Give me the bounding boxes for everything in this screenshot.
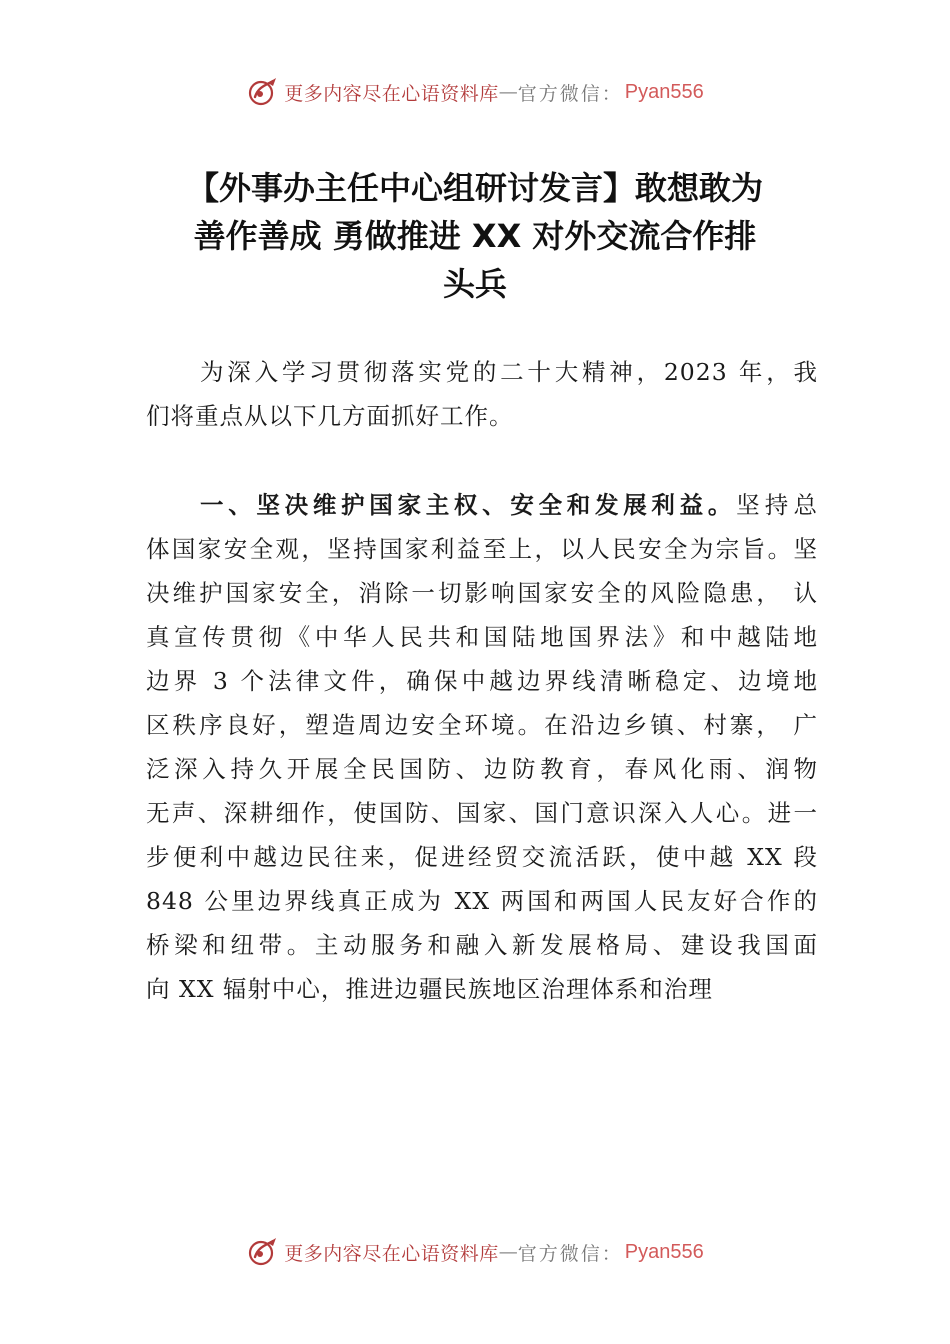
text-line: [146, 483, 818, 527]
text-line: 泛深入持久开展全民国防、边防教育，春风化雨、润物: [146, 755, 818, 783]
section-1-first-tail: 坚持总: [736, 491, 819, 519]
text-line: 们将重点从以下几方面抓好工作。: [146, 402, 514, 430]
banner-official-label: 官方微信：: [517, 1242, 623, 1265]
banner-brand-text: 更多内容尽在心语资料库: [284, 1242, 499, 1265]
section-1-heading: 一、坚决维护国家主权、安全和发展利益。: [200, 491, 737, 519]
banner-official-label: 官方微信：: [517, 82, 623, 105]
text-line: 为深入学习贯彻落实党的二十大精神，2023 年，我: [200, 358, 818, 386]
text-line: 区秩序良好，塑造周边安全环境。在沿边乡镇、村寨， 广: [146, 711, 818, 739]
title-line: 善作善成 勇做推进 XX 对外交流合作排: [193, 217, 757, 255]
brand-logo-icon: [246, 75, 280, 109]
text-line: 步便利中越边民往来，促进经贸交流活跃，使中越 XX 段: [146, 843, 818, 871]
text-line: 向 XX 辐射中心，推进边疆民族地区治理体系和治理: [146, 975, 713, 1003]
banner-separator: —: [498, 1241, 518, 1263]
section-1-paragraph: [146, 483, 818, 1011]
banner-wechat-id: Pyan556: [624, 80, 704, 103]
text-line: 体国家安全观，坚持国家利益至上，以人民安全为宗旨。坚: [146, 535, 818, 563]
banner-separator: —: [498, 81, 518, 103]
text-line: 真宣传贯彻《中华人民共和国陆地国界法》和中越陆地: [146, 623, 818, 651]
header-banner: [0, 72, 950, 112]
text-line: 848 公里边界线真正成为 XX 两国和两国人民友好合作的: [146, 887, 818, 915]
text-line: 边界 3 个法律文件，确保中越边界线清晰稳定、边境地: [146, 667, 818, 695]
document-body: [146, 350, 818, 1056]
footer-banner: [0, 1232, 950, 1272]
banner-brand-text: 更多内容尽在心语资料库: [284, 82, 499, 105]
text-line: 桥梁和纽带。主动服务和融入新发展格局、建设我国面: [146, 931, 818, 959]
page-title: [150, 164, 800, 308]
brand-logo-icon: [246, 1235, 280, 1269]
banner-wechat-id: Pyan556: [624, 1240, 704, 1263]
intro-paragraph: [146, 350, 818, 438]
text-line: 无声、深耕细作，使国防、国家、国门意识深入人心。进一: [146, 799, 818, 827]
title-line: 【外事办主任中心组研讨发言】敢想敢为: [186, 169, 763, 207]
text-line: 决维护国家安全，消除一切影响国家安全的风险隐患， 认: [146, 579, 818, 607]
title-line: 头兵: [442, 265, 507, 303]
